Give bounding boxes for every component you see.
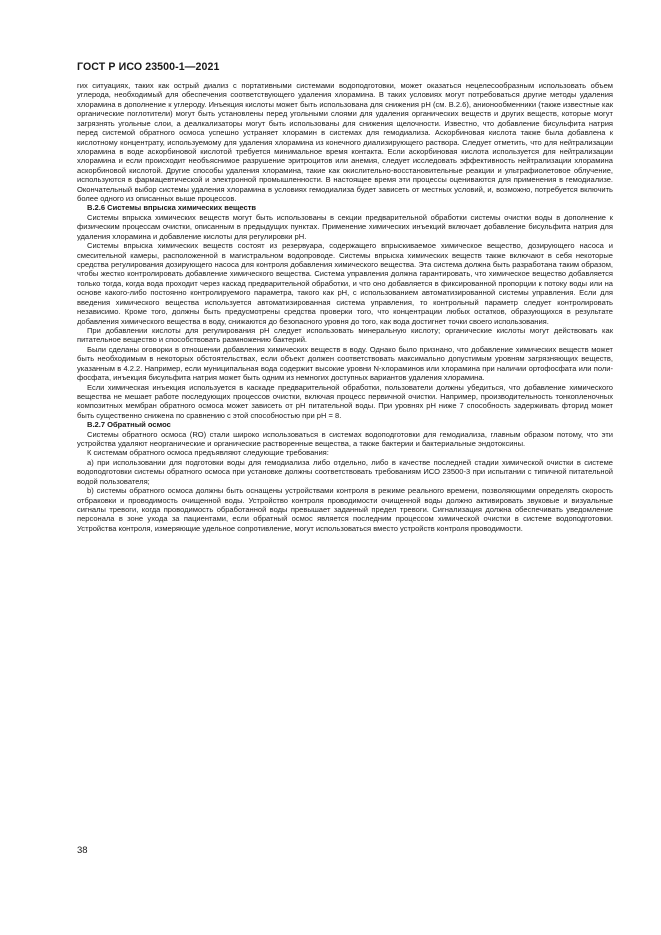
page-number: 38 (77, 845, 88, 856)
list-item: a) при использовании для подготовки воды для гемодиализа либо отдельно, либо в качестве последней стадии химической очистки в системе водоподготовки системы обратного осмоса при установке должны соответствовать требованиям ИСО 23500-3 при испытании с типичной питательной водой пользователя; (77, 457, 613, 486)
list-item: b) системы обратного осмоса должны быть оснащены устройствами контроля в режиме реального времени, позволяющими определять скорость отбраковки и проводимость очищенной воды. Устройство контроля проводимости очищенной воды должно активировать звуковые и визуальные сигналы тревоги, когда проводимость обработанной воды превышает заданный предел тревоги. Сигнализация должна обеспечивать уведомление персонала в зоне ухода за пациентами, если обратный осмос является последним процессом химической очистки в системе водоподготовки. Устройства контроля, измеряющие удельное сопротивление, могут использоваться вместо устройств контроля проводимости. (77, 486, 613, 533)
paragraph: К системам обратного осмоса предъявляют следующие требования: (87, 448, 329, 458)
section-heading: В.2.7 Обратный осмос (87, 420, 171, 430)
paragraph: Системы впрыска химических веществ состоят из резервуара, содержащего впрыскиваемое химическое вещество, дозирующего насоса и смесительной камеры, расположенной в магистральном водопроводе. Системы впрыска химических веществ также включают в себя некоторые средства регулирования дозирующего насоса для контроля добавления химического вещества. Эта система должна быть разработана таким образом, чтобы жестко контролировать добавление химического вещества. Система управления должна гарантировать, что химическое вещество добавляется только тогда, когда вода проходит через каскад предварительной обработки, и что оно добавляется в фиксированной пропорции к потоку воды или на основе какого-либо постоянно контролируемого параметра, такого как рН, с использованием автоматизированной системы управления. Если для введения химического вещества используется автоматизированная система управления, то контрольный параметр следует контролировать независимо. Кроме того, должны быть предусмотрены средства проверки того, что концентрации любых остатков, образующихся в результате добавления химического вещества в воду, снижаются до безопасного уровня до того, как вода достигнет точки своего использования. (77, 241, 613, 326)
paragraph: гих ситуациях, таких как острый диализ с портативными системами водоподготовки, может оказаться нецелесообразным использовать объем углерода, необходимый для обеспечения соответствующего удаления хлорамина. В таких условиях могут потребоваться другие методы удаления хлорамина в дополнение к углероду. Инъекция кислоты может быть использована для снижения рН (см. В.2.6), анионообменники (также известные как органические поглотители) могут быть установлены перед угольными слоями для удаления органических веществ и других веществ, которые могут загрязнять угольные слои, а деалкализаторы могут быть использованы для снижения щелочности. Известно, что добавление бисульфита натрия перед системой обратного осмоса успешно устраняет хлорамин в системах для гемодиализа. Аскорбиновая кислота также была добавлена к кислотному концентрату, используемому для удаления хлорамина из конечного диализирующего раствора. Следует отметить, что для нейтрализации хлорамина в воде аскорбиновой кислотой требуется минимальное время контакта. Если аскорбиновая кислота используется для нейтрализации хлорамина и если происходит необъяснимое разрушение эритроцитов или анемия, следует исследовать эффективность нейтрализации хлорамина аскорбиновой кислотой. Другие способы удаления хлорамина, такие как окислительно-восстановительные реакции и ультрафиолетовое облучение, используются в фармацевтической и электронной промышленности. В настоящее время эти процессы оцениваются для применения в гемодиализе. Окончательный выбор системы удаления хлорамина в условиях гемодиализа будет зависеть от местных условий, и, возможно, потребуется включить более одного из описанных выше процессов. (77, 81, 613, 204)
paragraph: Системы обратного осмоса (RO) стали широко использоваться в системах водоподготовки для гемодиализа, главным образом потому, что эти устройства удаляют неорганические и органические растворенные вещества, а также бактерии и бактериальные эндотоксины. (77, 429, 613, 449)
paragraph: Если химическая инъекция используется в каскаде предварительной обработки, пользователи должны убедиться, что добавление химического вещества не мешает работе последующих процессов очистки, включая процесс первичной очистки. Например, производительность тонкопленочных композитных мембран обратного осмоса может зависеть от рН питательной воды. При уровнях рН ниже 7 способность задерживать фторид может быть существенно снижена по сравнению с этой способностью при рН = 8. (77, 382, 613, 420)
section-heading: В.2.6 Системы впрыска химических веществ (87, 203, 257, 213)
paragraph: Системы впрыска химических веществ могут быть использованы в секции предварительной обработки системы очистки воды в дополнение к физическим процессам очистки, описанным в предыдущих пунктах. Применение химических инъекций включает добавление бисульфита натрия для удаления хлорамина и добавление кислоты для регулировки рН. (77, 212, 613, 241)
paragraph: При добавлении кислоты для регулирования рН следует использовать минеральную кислоту; органические кислоты могут действовать как питательное вещество и способствовать размножению бактерий. (77, 325, 613, 345)
document-header: ГОСТ Р ИСО 23500-1—2021 (77, 61, 220, 73)
document-body (77, 81, 613, 533)
paragraph: Были сделаны оговорки в отношении добавления химических веществ в воду. Однако было признано, что добавление химических веществ может быть необходимым в некоторых обстоятельствах, если объект должен соответствовать максимально допустимым уровням загрязняющих веществ, указанным в 4.2.2. Например, если муниципальная вода содержит высокие уровни N-хлораминов или хлорамина при наличии ортофосфата или полифосфата, инъекция бисульфита натрия может быть одним из немногих доступных вариантов удаления хлорамина. (77, 344, 613, 383)
